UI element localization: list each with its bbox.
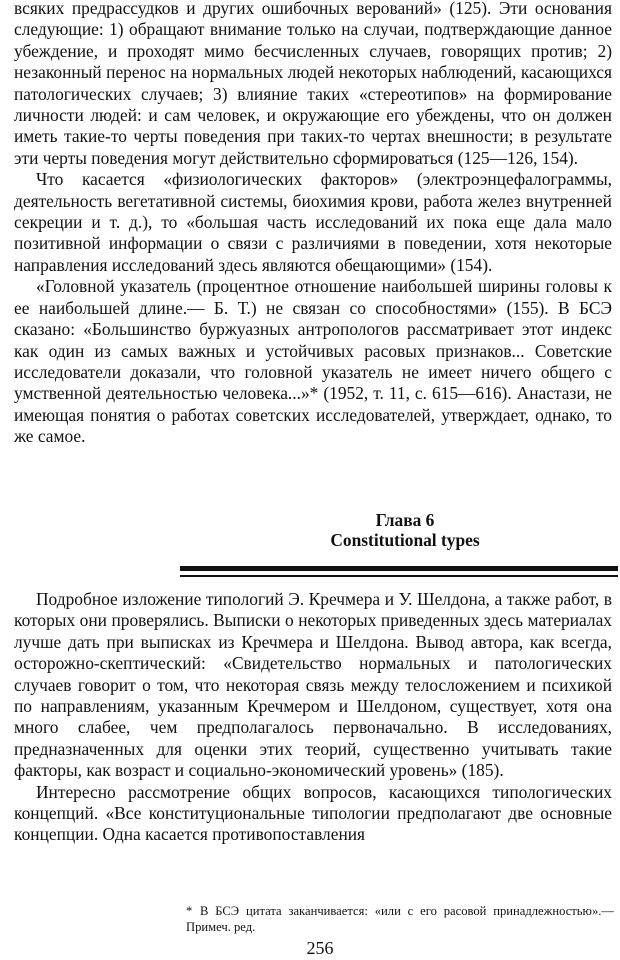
footnote-marker: * bbox=[186, 904, 193, 918]
chapter-title: Constitutional types bbox=[330, 530, 480, 550]
paragraph-general-questions: Интересно рассмотрение общих вопросов, касающихся типологических концепций. «Все конституциональные типологии предполагают две основные концепции. Одна касается противопоставления bbox=[14, 781, 612, 845]
page-number: 256 bbox=[306, 938, 334, 958]
paragraph-typologies: Подробное изложение типологий Э. Кречмера и У. Шелдона, а также работ, в которых они проверялись. Выписки о некоторых приведенных здесь материалах лучше дать при выписках из Кречмера и Шелдона. Вывод автора, как всегда, осторожно-скептический: «Свидетельство нормальных и патологических случаев говорит о том, что некоторая связь между телосложением и психикой по направлениям, указанным Кречмером и Шелдоном, существует, хотя она много слабее, чем предполагалось первоначально. В исследованиях, предназначенных для оценки этих теорий, существенно учитывать такие факторы, как возраст и социально-экономический уровень» (185). bbox=[14, 589, 612, 781]
paragraph-continuation: всяких предрассудков и других ошибочных верований» (125). Эти основания следующие: 1) обращают внимание только на случаи, подтверждающие данное убеждение, и проходят мимо бесчисленных случаев, говорящих против; 2) незаконный перенос на нормальных людей некоторых наблюдений, касающихся патологических случаев; 3) влияние таких «стереотипов» на формирование личности людей: и сам человек, и окружающие его убеждены, что он должен иметь такие-то черты поведения при таких-то чертах внешности; в результате эти черты поведения могут действительно сформироваться (125—126, 154). bbox=[14, 0, 612, 168]
chapter-heading bbox=[0, 510, 620, 550]
chapter-rule-thin bbox=[180, 575, 618, 577]
top-text-block bbox=[14, 0, 612, 448]
chapter-text-block bbox=[14, 589, 612, 846]
chapter-rule-thick bbox=[180, 566, 618, 571]
footnote-text: В БСЭ цитата заканчивается: «или с его расовой принадлежностью».— Примеч. ред. bbox=[186, 904, 614, 934]
footnote bbox=[186, 903, 614, 935]
paragraph-physiological-factors: Что касается «физиологических факторов» (электроэнцефалограммы, деятельность вегетативной системы, биохимия крови, работа желез внутренней секреции и т. д.), то «большая часть исследований их пока еще дала мало позитивной информации о связи с различиями в поведении, хотя некоторые направления исследований здесь являются обещающими» (154). bbox=[14, 169, 612, 275]
chapter-number: Глава 6 bbox=[375, 510, 435, 530]
paragraph-head-index: «Головной указатель (процентное отношение наибольшей ширины головы к ее наибольшей длине.— Б. Т.) не связан со способностями» (155). В БСЭ сказано: «Большинство буржуазных антропологов рассматривает этот индекс как один из самых важных и устойчивых расовых признаков... Советские исследователи доказали, что головной указатель не имеет ничего общего с умственной деятельностью человека...»* (1952, т. 11, с. 615—616). Анастази, не имеющая понятия о работах советских исследователей, утверждает, однако, то же самое. bbox=[14, 276, 612, 447]
